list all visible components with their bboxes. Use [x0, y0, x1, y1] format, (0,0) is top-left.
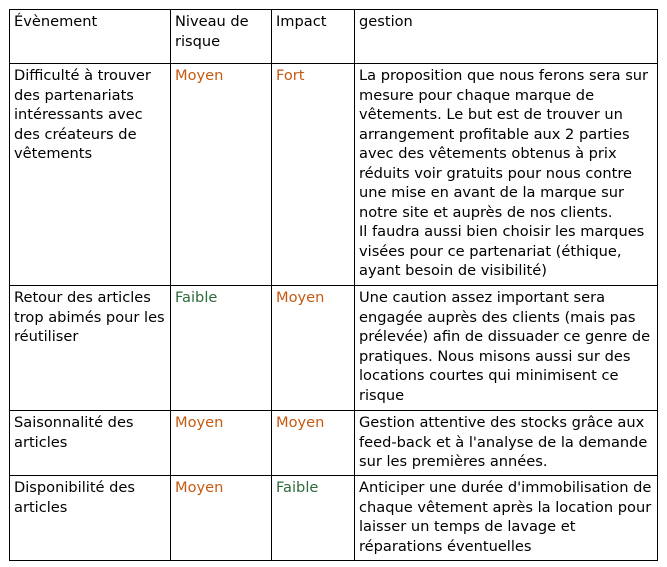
risk-level-cell	[171, 286, 272, 411]
header-event: Évènement	[10, 10, 171, 64]
impact-value: Moyen	[276, 414, 325, 431]
event-cell: Disponibilité des articles	[10, 476, 171, 561]
header-impact: Impact	[272, 10, 355, 64]
table-row	[10, 476, 658, 561]
management-paragraph: Il faudra aussi bien choisir les marques visées pour ce partenariat (éthique, ayant besoin de visibilité)	[359, 223, 645, 279]
impact-cell	[272, 476, 355, 561]
management-paragraph: La proposition que nous ferons sera sur mesure pour chaque marque de vêtements. Le but est de trouver un arrangement profitable aux 2 parties avec des vêtements obtenus à prix réduits voir gratuits pour nous contre une mise en avant de la marque sur notre site et auprès de nos clients.	[359, 67, 649, 221]
risk-level-cell	[171, 476, 272, 561]
management-paragraph: Anticiper une durée d'immobilisation de chaque vêtement après la location pour laisser un temps de lavage et réparations éventuelles	[359, 479, 652, 555]
table-row	[10, 64, 658, 286]
risk-level-value: Moyen	[175, 414, 224, 431]
risk-level-value: Moyen	[175, 479, 224, 496]
impact-cell	[272, 411, 355, 476]
table-row	[10, 411, 658, 476]
risk-level-cell	[171, 64, 272, 286]
header-risk-level: Niveau de risque	[171, 10, 272, 64]
impact-cell	[272, 286, 355, 411]
management-cell	[355, 286, 658, 411]
impact-value: Faible	[276, 479, 319, 496]
risk-table	[9, 9, 658, 561]
event-cell: Retour des articles trop abimés pour les réutiliser	[10, 286, 171, 411]
management-paragraph: Une caution assez important sera engagée auprès des clients (mais pas prélevée) afin de dissuader ce genre de pratiques. Nous misons aussi sur des locations courtes qui minimisent ce risque	[359, 289, 651, 404]
table-row	[10, 286, 658, 411]
impact-value: Fort	[276, 67, 305, 84]
event-cell: Difficulté à trouver des partenariats intéressants avec des créateurs de vêtements	[10, 64, 171, 286]
impact-value: Moyen	[276, 289, 325, 306]
risk-level-value: Moyen	[175, 67, 224, 84]
management-paragraph: Gestion attentive des stocks grâce aux feed-back et à l'analyse de la demande sur les premières années.	[359, 414, 648, 470]
header-management: gestion	[355, 10, 658, 64]
management-cell	[355, 411, 658, 476]
table-header-row	[10, 10, 658, 64]
risk-level-cell	[171, 411, 272, 476]
impact-cell	[272, 64, 355, 286]
management-cell	[355, 476, 658, 561]
management-cell	[355, 64, 658, 286]
risk-level-value: Faible	[175, 289, 218, 306]
event-cell: Saisonnalité des articles	[10, 411, 171, 476]
